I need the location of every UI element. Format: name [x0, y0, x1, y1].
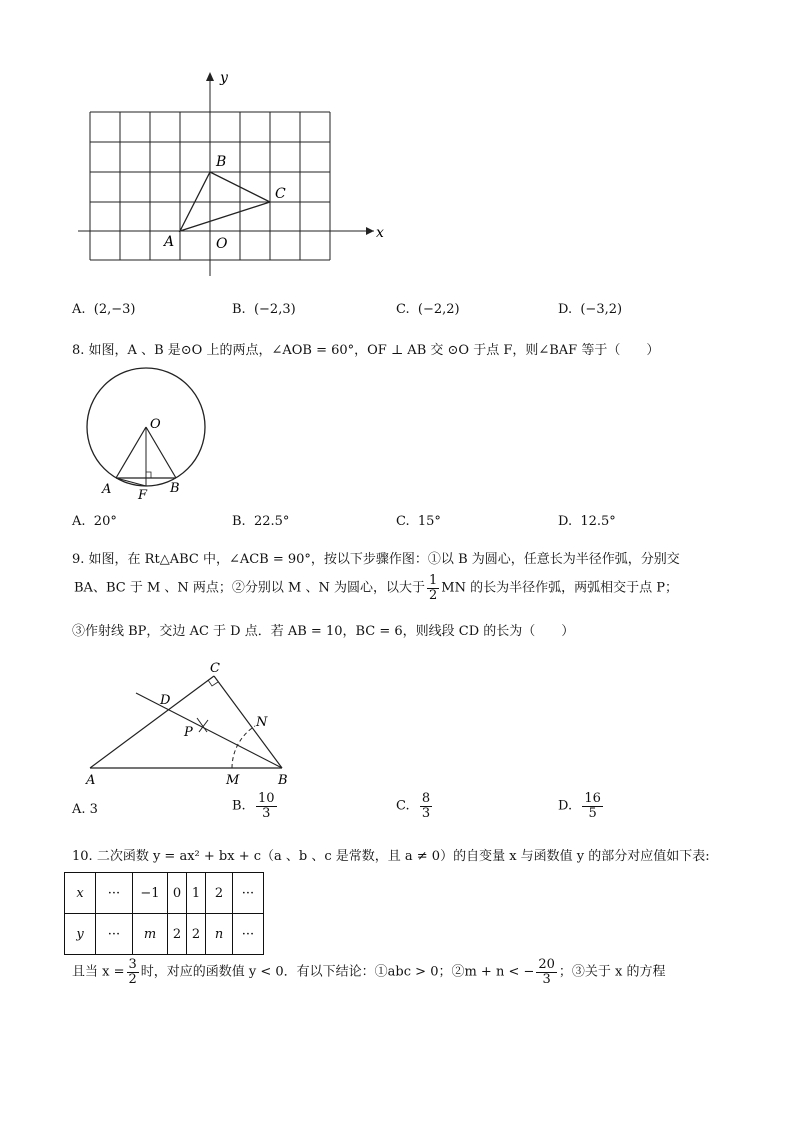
q10-stem: 10. 二次函数 y = ax² + bx + c（a 、b 、c 是常数，且 a ≠ 0）的自变量 x 与函数值 y 的部分对应值如下表: — [72, 849, 710, 864]
point-b-label: B — [216, 154, 227, 170]
q9-option-c[interactable]: C. $\frac{8}{3}$ — [396, 791, 431, 821]
point-a-label: A — [102, 482, 112, 497]
q8-option-a[interactable]: A. 20° — [72, 514, 117, 529]
x-axis-label: x — [376, 225, 384, 241]
q9-stem-line-1: 9. 如图，在 Rt△ABC 中，∠ACB = 90°，按以下步骤作图：①以 B 为圆心，任意长为半径作弧，分别交 — [72, 552, 680, 567]
q10-condition: 且当 x = $\frac{3}{2}$ 时，对应的函数值 y < 0．有以下结论：①abc > 0；②m + n < − $\frac{20}{3}$ ；③关于 x 的方程 — [72, 957, 666, 987]
q8-circle-figure — [80, 350, 220, 500]
q9-triangle-figure — [80, 658, 310, 786]
point-n-label: N — [256, 715, 268, 730]
q8-option-d[interactable]: D. 12.5° — [558, 514, 616, 529]
q10-fraction-twenty-thirds: $\frac{20}{3}$ — [538, 957, 555, 987]
q8-number: 8. — [72, 343, 85, 358]
q10-number: 10. — [72, 849, 93, 864]
q9-fraction-half: $\frac{1}{2}$ — [428, 573, 438, 603]
table-row: y ··· m 2 2 n ··· — [65, 914, 264, 955]
point-a-label: A — [86, 773, 96, 786]
point-m-label: M — [226, 773, 240, 786]
point-o-label: O — [150, 417, 161, 432]
q7-option-d[interactable]: D. (−3,2) — [558, 302, 623, 317]
point-c-label: C — [275, 186, 286, 202]
point-p-label: P — [184, 725, 193, 740]
q8-option-b[interactable]: B. 22.5° — [232, 514, 290, 529]
q9-option-a[interactable]: A. 3 — [72, 802, 98, 817]
q10-value-table — [64, 872, 264, 955]
q9-number: 9. — [72, 552, 85, 567]
point-c-label: C — [210, 661, 220, 676]
q7-option-c[interactable]: C. (−2,2) — [396, 302, 460, 317]
point-a-label: A — [164, 234, 175, 250]
origin-label: O — [216, 236, 228, 252]
q9-stem-line-3: ③作射线 BP，交边 AC 于 D 点．若 AB = 10，BC = 6，则线段 CD 的长为（ ） — [72, 624, 575, 639]
y-axis-label: y — [220, 70, 228, 86]
table-row: x ··· −1 0 1 2 ··· — [65, 873, 264, 914]
point-d-label: D — [160, 693, 171, 708]
q7-grid-figure — [70, 64, 400, 284]
point-b-label: B — [170, 481, 180, 496]
q9-option-b[interactable]: B. $\frac{10}{3}$ — [232, 791, 275, 821]
q10-fraction-three-halves: $\frac{3}{2}$ — [128, 957, 137, 987]
point-b-label: B — [278, 773, 288, 786]
point-f-label: F — [138, 488, 148, 500]
q9-option-d[interactable]: D. $\frac{16}{5}$ — [558, 791, 601, 821]
q9-stem-line-2: BA、BC 于 M 、N 两点；②分别以 M 、N 为圆心，以大于 $\frac{1}{2}$ MN 的长为半径作弧，两弧相交于点 P； — [74, 573, 678, 603]
q7-option-b[interactable]: B. (−2,3) — [232, 302, 296, 317]
q8-stem: 8. 如图，A 、B 是⊙O 上的两点，∠AOB = 60°，OF ⊥ AB 交 ⊙O 于点 F，则∠BAF 等于（ ） — [72, 343, 660, 358]
q7-option-a[interactable]: A. (2,−3) — [72, 302, 136, 317]
q8-option-c[interactable]: C. 15° — [396, 514, 441, 529]
